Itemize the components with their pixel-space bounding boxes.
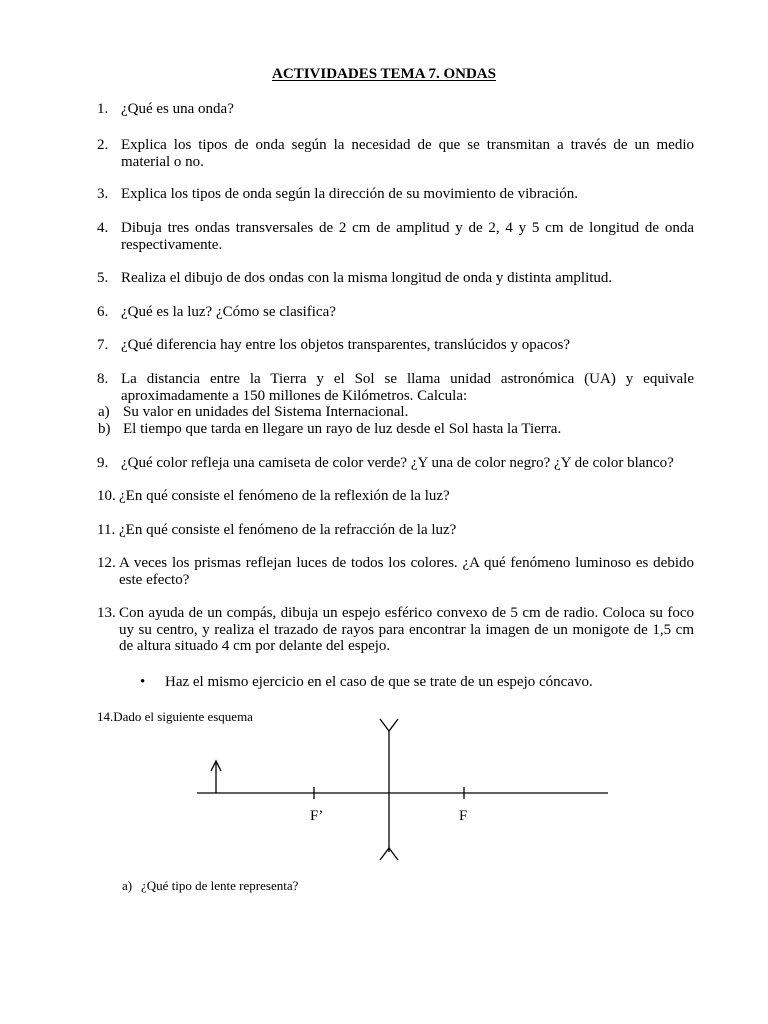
question-number: 11. bbox=[97, 522, 116, 538]
sub-question-label: b) bbox=[98, 420, 111, 437]
question-text: Explica los tipos de onda según la necesidad de que se transmitan a través de un medio material o no. bbox=[121, 137, 694, 170]
question-text: ¿Qué es la luz? ¿Cómo se clasifica? bbox=[121, 304, 336, 320]
question-number: 9. bbox=[97, 455, 109, 471]
question-text: ¿Qué es una onda? bbox=[121, 101, 234, 117]
question-14-label: 14.Dado el siguiente esquema bbox=[97, 709, 253, 724]
question-text: ¿En qué consiste el fenómeno de la reflexión de la luz? bbox=[119, 488, 450, 504]
sub-question-text: El tiempo que tarda en llegare un rayo de luz desde el Sol hasta la Tierra. bbox=[123, 420, 562, 437]
question-number: 6. bbox=[97, 304, 109, 320]
question-text: Con ayuda de un compás, dibuja un espejo esférico convexo de 5 cm de radio. Coloca su foco uy su centro, y realiza el trazado de rayos para encontrar la imagen de un monigote de 1,5 cm de altura situado 4 cm por delante del espejo. bbox=[119, 605, 694, 654]
question-text: ¿Qué color refleja una camiseta de color verde? ¿Y una de color negro? ¿Y de color blanco? bbox=[121, 455, 674, 471]
sub-question-text: Su valor en unidades del Sistema Internacional. bbox=[123, 404, 409, 420]
question-text: Realiza el dibujo de dos ondas con la misma longitud de onda y distinta amplitud. bbox=[121, 270, 613, 286]
question-text: ¿Qué diferencia hay entre los objetos transparentes, translúcidos y opacos? bbox=[121, 337, 571, 353]
question-number: 12. bbox=[97, 555, 116, 571]
question-text: La distancia entre la Tierra y el Sol se llama unidad astronómica (UA) y equivale aproximadamente a 150 millones de Kilómetros. Calcula: bbox=[121, 371, 694, 404]
question-number: 2. bbox=[97, 137, 109, 153]
sub-question-label: a) bbox=[98, 404, 110, 420]
question-number: 10. bbox=[97, 488, 116, 504]
page-title: ACTIVIDADES TEMA 7. ONDAS bbox=[272, 66, 496, 82]
bullet-icon: • bbox=[140, 674, 146, 690]
question-number: 8. bbox=[97, 371, 109, 387]
question-text: Explica los tipos de onda según la dirección de su movimiento de vibración. bbox=[121, 186, 578, 202]
question-text: ¿En qué consiste el fenómeno de la refracción de la luz? bbox=[119, 522, 457, 538]
question-number: 7. bbox=[97, 337, 109, 353]
question-number: 13. bbox=[97, 605, 116, 621]
focus-left-label: F’ bbox=[310, 808, 324, 824]
sub-question-label: a) bbox=[122, 878, 133, 893]
question-text: Dibuja tres ondas transversales de 2 cm de amplitud y de 2, 4 y 5 cm de longitud de onda respectivamente. bbox=[121, 220, 694, 253]
question-number: 4. bbox=[97, 220, 109, 236]
question-14a bbox=[122, 878, 298, 894]
focus-right-label: F bbox=[459, 808, 468, 824]
question-number: 3. bbox=[97, 186, 109, 202]
lens-top-end bbox=[380, 719, 398, 731]
sub-question-text: ¿Qué tipo de lente representa? bbox=[141, 878, 299, 893]
question-text: A veces los prismas reflejan luces de todos los colores. ¿A qué fenómeno luminoso es debido este efecto? bbox=[119, 555, 694, 588]
question-number: 1. bbox=[97, 101, 109, 117]
bullet-text: Haz el mismo ejercicio en el caso de que se trate de un espejo cóncavo. bbox=[165, 674, 593, 690]
question-number: 5. bbox=[97, 270, 109, 286]
